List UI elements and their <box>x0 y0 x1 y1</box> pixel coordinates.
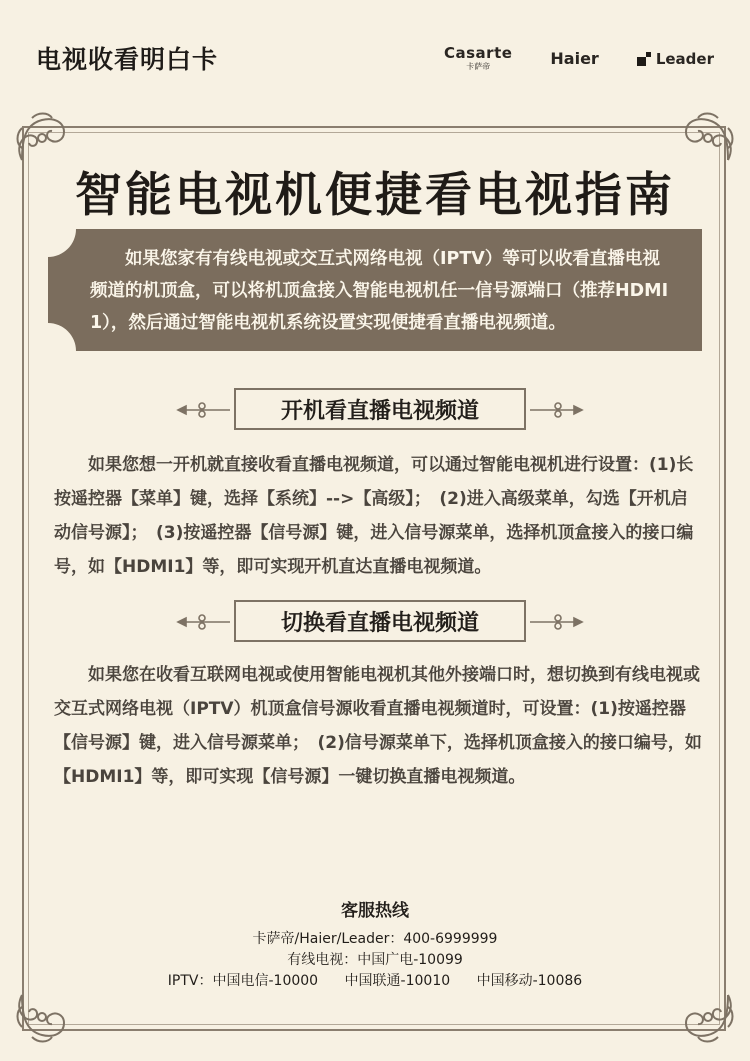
section-body-switch: 如果您在收看互联网电视或使用智能电视机其他外接端口时，想切换到有线电视或交互式网络电视（IPTV）机顶盒信号源收看直播电视频道时，可设置：(1)按遥控器【信号源】键，进入信号源菜单； (2)信号源菜单下，选择机顶盒接入的接口编号，如【HDMI1】等，即可实现【信号源】一键切换直播电视频道。 <box>54 665 702 787</box>
leader-logo <box>637 50 714 68</box>
flourish-left-icon <box>176 398 232 422</box>
hotline-iptv-unicom: 中国联通-10010 <box>344 973 451 989</box>
hotline-iptv-line <box>0 971 750 992</box>
page-header-title: 电视收看明白卡 <box>36 45 219 74</box>
corner-ornament-icon <box>12 985 74 1047</box>
guide-title: 智能电视机便捷看电视指南 <box>75 168 675 223</box>
section-body-startup: 如果您想一开机就直接收看直播电视频道，可以通过智能电视机进行设置：(1)长按遥控器【菜单】键，选择【系统】-->【高级】； (2)进入高级菜单，勾选【开机启动信号源】； (3)按遥控器【信号源】键，进入信号源菜单，选择机顶盒接入的接口编号，如【HDMI1】等，即可实现开机直达直播电视频道。 <box>54 455 694 577</box>
hotline-brand-line: 卡萨帝/Haier/Leader：400-6999999 <box>252 931 498 947</box>
customer-hotline <box>0 896 750 992</box>
flourish-right-icon <box>528 398 584 422</box>
section-heading-startup <box>0 388 750 432</box>
hotline-cable-line: 有线电视：中国广电-10099 <box>287 952 463 968</box>
hotline-iptv-mobile: 中国移动-10086 <box>476 973 583 989</box>
casarte-logo-text: Casarte <box>443 44 513 62</box>
brand-logos <box>444 46 714 71</box>
flourish-right-icon <box>528 610 584 634</box>
casarte-logo <box>444 46 512 71</box>
intro-text: 如果您家有有线电视或交互式网络电视（IPTV）等可以收看直播电视频道的机顶盒，可以将机顶盒接入智能电视机任一信号源端口（推荐HDMI 1），然后通过智能电视机系统设置实现便捷看直播电视频道。 <box>90 249 669 333</box>
section-heading-box: 开机看直播电视频道 <box>234 388 526 430</box>
section-heading-box: 切换看直播电视频道 <box>234 600 526 642</box>
hotline-iptv-telecom: IPTV：中国电信-10000 <box>167 973 319 989</box>
leader-logo-text: Leader <box>655 49 714 68</box>
haier-logo: Haier <box>550 49 599 68</box>
flourish-left-icon <box>176 610 232 634</box>
casarte-logo-cn-text: 卡萨帝 <box>466 62 491 71</box>
leader-mark-icon <box>637 52 651 66</box>
hotline-title: 客服热线 <box>341 901 409 921</box>
intro-box <box>48 229 702 351</box>
section-heading-switch <box>0 600 750 644</box>
corner-ornament-icon <box>676 985 738 1047</box>
